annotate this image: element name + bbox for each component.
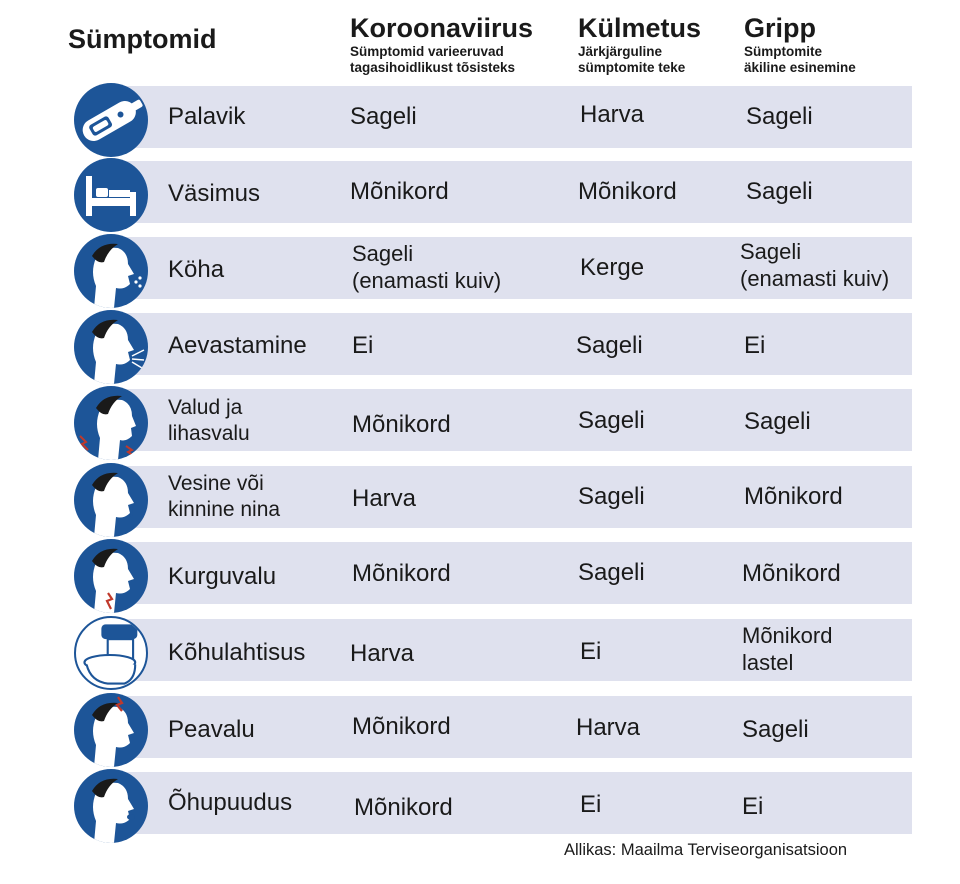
cold-value: Ei bbox=[580, 791, 602, 818]
covid-value: Harva bbox=[350, 640, 415, 667]
covid-subtitle-line-1: Sümptomid varieeruvad bbox=[350, 44, 504, 59]
cold-value: Kerge bbox=[580, 254, 645, 281]
flu-value: Mõnikord bbox=[744, 483, 843, 510]
cold-subtitle-line-2: sümptomite teke bbox=[578, 60, 686, 75]
symptom-label: Õhupuudus bbox=[168, 789, 293, 816]
cold-value: Mõnikord bbox=[578, 178, 677, 205]
symptom-label: Vesine või kinnine nina bbox=[168, 472, 281, 521]
flu-value: Sageli bbox=[746, 178, 813, 205]
symptom-label: Kurguvalu bbox=[168, 563, 277, 590]
table-row bbox=[0, 313, 912, 375]
flu-value: Sageli bbox=[742, 716, 809, 743]
flu-subtitle-line-1: Sümptomite bbox=[744, 44, 823, 59]
cold-value: Harva bbox=[576, 714, 641, 741]
cold-value: Sageli bbox=[578, 559, 645, 586]
covid-value: Mõnikord bbox=[354, 794, 453, 821]
table-row bbox=[0, 466, 912, 528]
cough-icon bbox=[74, 234, 148, 308]
cold-value: Sageli bbox=[578, 407, 645, 434]
table-row bbox=[0, 619, 912, 681]
toilet-icon bbox=[74, 616, 148, 690]
covid-value: Sageli bbox=[350, 103, 417, 130]
symptom-label: Peavalu bbox=[168, 716, 255, 743]
flu-column-header bbox=[744, 14, 856, 76]
covid-value: Mõnikord bbox=[352, 713, 451, 740]
cold-value: Harva bbox=[580, 101, 645, 128]
cold-subtitle-line-1: Järkjärguline bbox=[578, 44, 663, 59]
covid-column-header bbox=[350, 14, 533, 76]
flu-title: Gripp bbox=[744, 13, 816, 43]
flu-subtitle-line-2: äkiline esinemine bbox=[744, 60, 856, 75]
sneeze-icon bbox=[74, 310, 148, 384]
cold-column-header bbox=[578, 14, 701, 76]
covid-value: Mõnikord bbox=[352, 560, 451, 587]
symptom-label: Aevastamine bbox=[168, 332, 307, 359]
cold-value: Sageli bbox=[578, 483, 645, 510]
symptoms-column-header: Sümptomid bbox=[68, 24, 217, 54]
flu-value: Ei bbox=[744, 332, 766, 359]
covid-value: Mõnikord bbox=[350, 178, 449, 205]
flu-value: Mõnikord bbox=[742, 560, 841, 587]
symptom-label: Väsimus bbox=[168, 180, 261, 207]
source-footnote: Allikas: Maailma Terviseorganisatsioon bbox=[564, 841, 848, 859]
table-row bbox=[0, 389, 912, 451]
flu-value: Sageli bbox=[744, 408, 811, 435]
covid-title: Koroonaviirus bbox=[350, 13, 534, 43]
covid-value: Harva bbox=[352, 485, 417, 512]
table-row bbox=[0, 542, 912, 604]
sore-throat-icon bbox=[74, 539, 148, 613]
covid-value: Ei bbox=[352, 332, 374, 359]
covid-value: Mõnikord bbox=[352, 411, 451, 438]
shortness-of-breath-icon bbox=[74, 769, 148, 843]
table-row bbox=[0, 86, 912, 148]
table-row bbox=[0, 161, 912, 223]
bed-icon bbox=[74, 158, 148, 232]
headache-icon bbox=[74, 693, 148, 767]
table-row bbox=[0, 772, 912, 834]
covid-subtitle-line-2: tagasihoidlikust tõsisteks bbox=[350, 60, 516, 75]
cold-value: Sageli bbox=[576, 332, 643, 359]
covid-value: Sageli (enamasti kuiv) bbox=[352, 241, 502, 293]
thermometer-icon bbox=[74, 83, 148, 157]
symptom-label: Kõhulahtisus bbox=[168, 639, 306, 666]
flu-value: Sageli bbox=[746, 103, 813, 130]
table-row bbox=[0, 696, 912, 758]
cold-value: Ei bbox=[580, 638, 602, 665]
muscle-pain-icon bbox=[74, 386, 148, 460]
symptom-label: Köha bbox=[168, 256, 225, 283]
flu-value: Mõnikord lastel bbox=[742, 623, 833, 675]
symptom-label: Palavik bbox=[168, 103, 246, 130]
flu-value: Ei bbox=[742, 793, 764, 820]
symptom-label: Valud ja lihasvalu bbox=[168, 396, 250, 445]
flu-value: Sageli (enamasti kuiv) bbox=[740, 239, 890, 291]
table-row bbox=[0, 237, 912, 299]
runny-nose-icon bbox=[74, 463, 148, 537]
cold-title: Külmetus bbox=[578, 13, 702, 43]
